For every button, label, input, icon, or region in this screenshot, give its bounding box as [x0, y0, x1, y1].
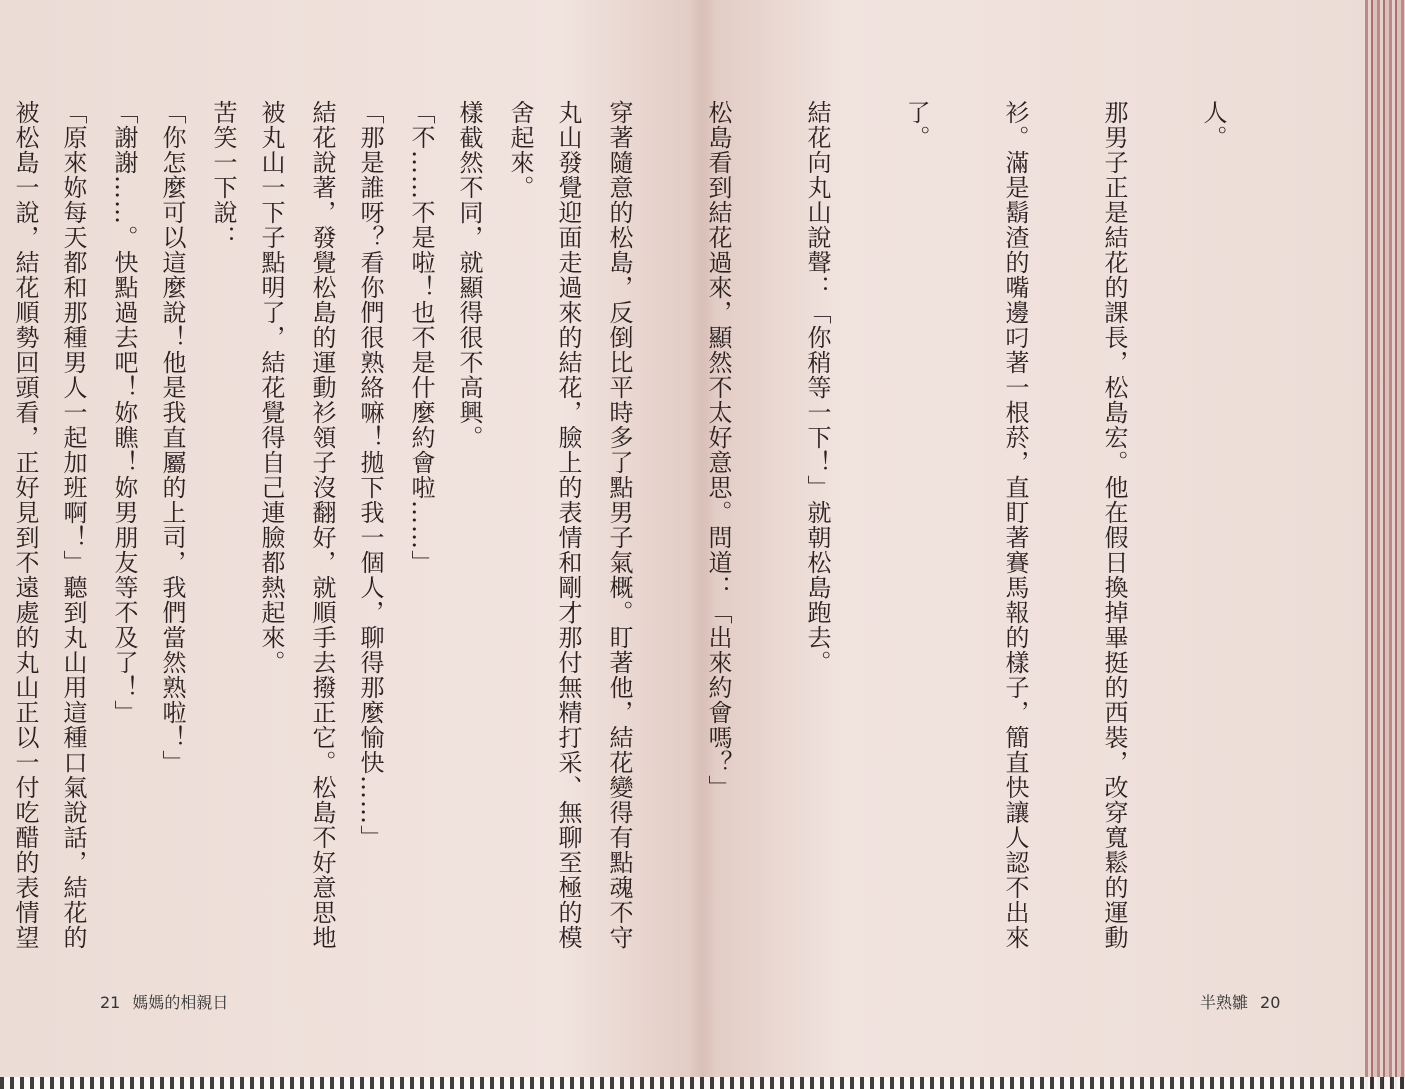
running-title: 半熟雛: [1200, 993, 1249, 1012]
text-line: 「你怎麼可以這麼說！他是我直屬的上司，我們當然熟啦！」: [158, 100, 186, 775]
text-line: 「那是誰呀？看你們很熟絡嘛！拋下我一個人，聊得那麼愉快……」: [356, 100, 384, 850]
text-line: 衫。滿是鬍渣的嘴邊叼著一根菸，直盯著賽馬報的樣子，簡直快讓人認不出來: [1001, 100, 1029, 950]
text-line: 「不……不是啦！也不是什麼約會啦……」: [407, 100, 435, 575]
text-line: 被松島一說，結花順勢回頭看，正好見到不遠處的丸山正以一付吃醋的表情望: [11, 100, 39, 950]
text-line: 被丸山一下子點明了，結花覺得自己連臉都熱起來。: [257, 100, 285, 675]
page-number: 20: [1260, 993, 1281, 1012]
scan-edge-strip: [0, 1077, 1405, 1089]
text-line: 「原來妳每天都和那種男人一起加班啊！」聽到丸山用這種口氣說話，結花的: [59, 100, 87, 950]
running-title: 媽媽的相親日: [132, 993, 229, 1012]
text-line: 穿著隨意的松島，反倒比平時多了點男子氣概。盯著他，結花變得有點魂不守: [605, 100, 633, 950]
text-line: 舍起來。: [506, 100, 534, 200]
text-line: 人。: [1199, 100, 1227, 150]
text-line: 了。: [902, 100, 930, 150]
page-edge: [1365, 0, 1405, 1089]
text-line: 「謝謝……。快點過去吧！妳瞧！妳男朋友等不及了！」: [110, 100, 138, 725]
text-line: 丸山發覺迎面走過來的結花，臉上的表情和剛才那付無精打采、無聊至極的模: [554, 100, 582, 950]
page-number: 21: [100, 993, 121, 1012]
text-line: 結花說著，發覺松島的運動衫領子沒翻好，就順手去撥正它。松島不好意思地: [308, 100, 336, 950]
text-line: 結花向丸山說聲：「你稍等一下！」就朝松島跑去。: [803, 100, 831, 675]
left-page-footer: [100, 990, 240, 1013]
text-line: 樣截然不同，就顯得很不高興。: [455, 100, 483, 450]
text-line: 苦笑一下說：: [209, 100, 237, 250]
text-line: 松島看到結花過來，顯然不太好意思。問道：「出來約會嗎？」: [704, 100, 732, 800]
text-line: 那男子正是結花的課長，松島宏。他在假日換掉畢挺的西裝，改穿寬鬆的運動: [1100, 100, 1128, 950]
right-page-footer: [1200, 990, 1292, 1013]
